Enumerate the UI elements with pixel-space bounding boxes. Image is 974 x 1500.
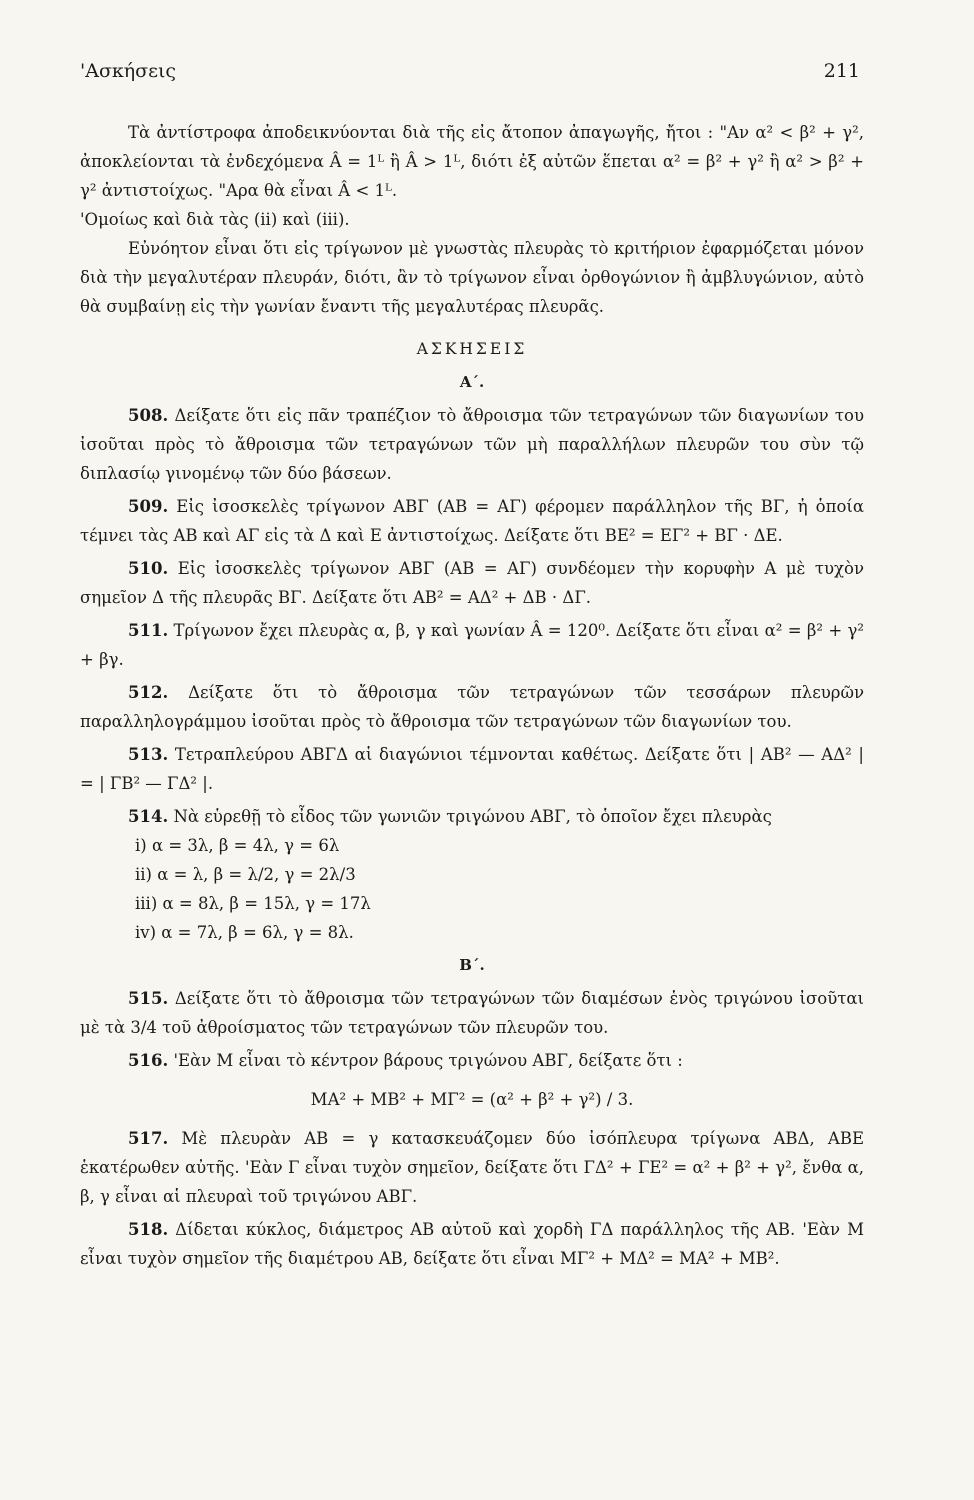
exercise-case: iii) α = 8λ, β = 15λ, γ = 17λ: [135, 894, 371, 913]
exercise: [80, 984, 864, 1042]
exercise-text: Τετραπλεύρου ΑΒΓΔ αἱ διαγώνιοι τέμνονται καθέτως. Δείξατε ὅτι | ΑΒ² — ΑΔ² | = | ΓΒ² — ΓΔ² |.: [80, 745, 864, 793]
exercise: [80, 1215, 864, 1273]
exercise-number: 513.: [128, 745, 169, 764]
exercise-text: Δίδεται κύκλος, διάμετρος ΑΒ αὐτοῦ καὶ χορδὴ ΓΔ παράλληλος τῆς ΑΒ. 'Εὰν Μ εἶναι τυχὸν σημεῖον τῆς διαμέτρου ΑΒ, δείξατε ὅτι εἶναι ΜΓ² + ΜΔ² = ΜΑ² + ΜΒ².: [80, 1220, 864, 1268]
page-header: [80, 60, 860, 90]
exercise-text: Εἰς ἰσοσκελὲς τρίγωνον ΑΒΓ (ΑΒ = ΑΓ) συνδέομεν τὴν κορυφὴν Α μὲ τυχὸν σημεῖον Δ τῆς πλευρᾶς ΒΓ. Δείξατε ὅτι ΑΒ² = ΑΔ² + ΔΒ · ΔΓ.: [80, 559, 865, 607]
exercise-text: Εἰς ἰσοσκελὲς τρίγωνον ΑΒΓ (ΑΒ = ΑΓ) φέρομεν παράλληλον τῆς ΒΓ, ἡ ὁποία τέμνει τὰς ΑΒ καὶ ΑΓ εἰς τὰ Δ καὶ Ε ἀντιστοίχως. Δείξατε ὅτι ΒΕ² = ΕΓ² + ΒΓ · ΔΕ.: [80, 497, 864, 545]
exercise-text: 'Εὰν Μ εἶναι τὸ κέντρον βάρους τριγώνου ΑΒΓ, δείξατε ὅτι :: [173, 1051, 683, 1070]
exercise-case: i) α = 3λ, β = 4λ, γ = 6λ: [135, 836, 340, 855]
intro-paragraph: 'Ομοίως καὶ διὰ τὰς (ii) καὶ (iii).: [80, 210, 350, 229]
exercise: [80, 616, 864, 674]
exercise-text: Δείξατε ὅτι εἰς πᾶν τραπέζιον τὸ ἄθροισμα τῶν τετραγώνων τῶν διαγωνίων του ἰσοῦται πρὸς τὸ ἄθροισμα τῶν τετραγώνων τῶν μὴ παραλλήλων πλευρῶν του σὺν τῷ διπλασίῳ γινομένῳ τῶν δύο βάσεων.: [80, 406, 864, 483]
exercise: [80, 678, 864, 736]
exercise: [80, 740, 864, 798]
exercise-number: 510.: [128, 559, 169, 578]
exercise: [80, 1124, 864, 1211]
exercise-number: 514.: [128, 807, 169, 826]
intro-paragraph: Εὐνόητον εἶναι ὅτι εἰς τρίγωνον μὲ γνωστὰς πλευρὰς τὸ κριτήριον ἐφαρμόζεται μόνον διὰ τὴν μεγαλυτέραν πλευράν, διότι, ἂν τὸ τρίγωνον εἶναι ὀρθογώνιον ἢ ἀμβλυγώνιον, αὐτὸ θὰ συμβαίνῃ εἰς τὴν γωνίαν ἔναντι τῆς μεγαλυτέρας πλευρᾶς.: [80, 239, 864, 316]
intro-paragraph: Τὰ ἀντίστροφα ἀποδεικνύονται διὰ τῆς εἰς ἄτοπον ἀπαγωγῆς, ἤτοι : "Αν α² < β² + γ², ἀποκλείονται τὰ ἐνδεχόμενα Â = 1ᴸ ἢ Â > 1ᴸ, διότι ἐξ αὐτῶν ἕπεται α² = β² + γ² ἢ α² > β² + γ² ἀντιστοίχως. "Αρα θὰ εἶναι Â < 1ᴸ.: [80, 123, 864, 200]
exercise: [80, 554, 864, 612]
part-b-label: Β΄.: [459, 956, 485, 974]
exercise-number: 512.: [128, 683, 169, 702]
exercise-text: Δείξατε ὅτι τὸ ἄθροισμα τῶν τετραγώνων τῶν τεσσάρων πλευρῶν παραλληλογράμμου ἰσοῦται πρὸς τὸ ἄθροισμα τῶν τετραγώνων τῶν διαγωνίων του.: [80, 683, 864, 731]
exercise-text: Νὰ εὑρεθῇ τὸ εἶδος τῶν γωνιῶν τριγώνου ΑΒΓ, τὸ ὁποῖον ἔχει πλευρὰς: [173, 807, 772, 826]
exercise-number: 516.: [128, 1051, 169, 1070]
formula: ΜΑ² + ΜΒ² + ΜΓ² = (α² + β² + γ²) / 3.: [310, 1090, 634, 1109]
exercise: [80, 492, 864, 550]
exercise-number: 515.: [128, 989, 169, 1008]
exercise: [80, 1046, 864, 1075]
exercise-text: Τρίγωνον ἔχει πλευρὰς α, β, γ καὶ γωνίαν Â = 120⁰. Δείξατε ὅτι εἶναι α² = β² + γ² + βγ.: [80, 621, 864, 669]
part-a-label: Α΄.: [459, 373, 485, 391]
page-body: [80, 118, 864, 1273]
exercise-case: ii) α = λ, β = λ/2, γ = 2λ/3: [135, 865, 356, 884]
exercise-number: 508.: [128, 406, 169, 425]
exercise-number: 511.: [128, 621, 169, 640]
running-head: 'Ασκήσεις: [80, 60, 177, 82]
exercise-number: 518.: [128, 1220, 169, 1239]
exercise-case: iv) α = 7λ, β = 6λ, γ = 8λ.: [135, 923, 354, 942]
section-title: ΑΣΚΗΣΕΙΣ: [416, 340, 528, 358]
page-number: 211: [823, 60, 860, 82]
exercise-text: Δείξατε ὅτι τὸ ἄθροισμα τῶν τετραγώνων τῶν διαμέσων ἑνὸς τριγώνου ἰσοῦται μὲ τὰ 3/4 τοῦ ἀθροίσματος τῶν τετραγώνων τῶν πλευρῶν του.: [80, 989, 864, 1037]
exercise-number: 517.: [128, 1129, 169, 1148]
exercise: [80, 802, 864, 831]
exercise-text: Μὲ πλευρὰν ΑΒ = γ κατασκευάζομεν δύο ἰσόπλευρα τρίγωνα ΑΒΔ, ΑΒΕ ἑκατέρωθεν αὐτῆς. 'Εὰν Γ εἶναι τυχὸν σημεῖον, δείξατε ὅτι ΓΔ² + ΓΕ² = α² + β² + γ², ἔνθα α, β, γ εἶναι αἱ πλευραὶ τοῦ τριγώνου ΑΒΓ.: [80, 1129, 864, 1206]
exercise-number: 509.: [128, 497, 169, 516]
exercise: [80, 401, 864, 488]
